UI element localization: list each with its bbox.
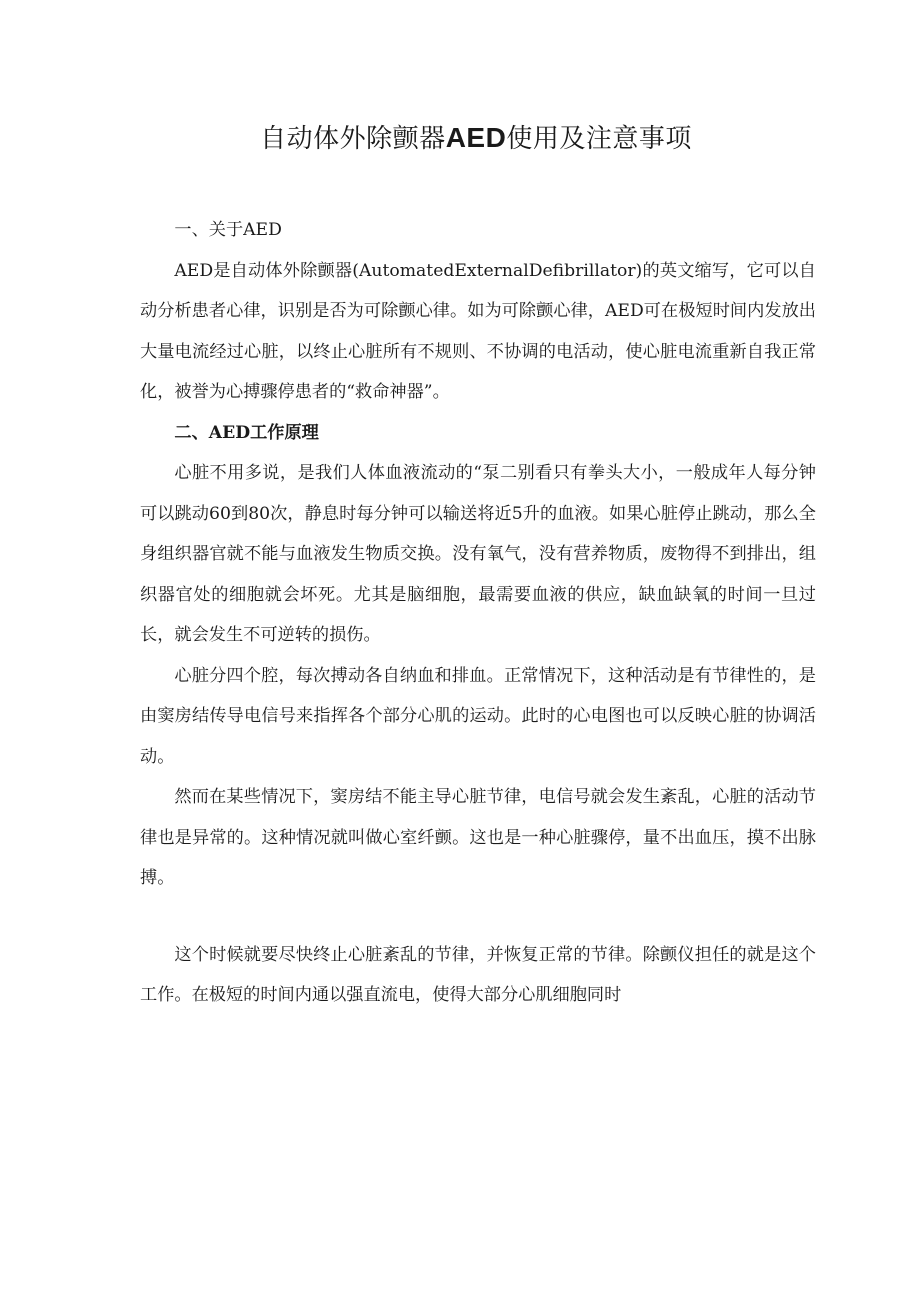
title-prefix: 自动体外除颤器 (260, 124, 446, 154)
paragraph-gap (140, 899, 816, 935)
section-2-paragraph-1: 心脏不用多说，是我们人体血液流动的“泵二别看只有拳头大小，一般成年人每分钟可以跳动60到80次，静息时每分钟可以输送将近5升的血液。如果心脏停止跳动，那么全身组织器官就不能与血液发生物质交换。没有氧气，没有营养物质，废物得不到排出，组织器官处的细胞就会坏死。尤其是脑细胞，最需要血液的供应，缺血缺氧的时间一旦过长，就会发生不可逆转的损伤。 (140, 463, 816, 645)
document-body (140, 210, 816, 1016)
section-2-paragraph-3: 然而在某些情况下，窦房结不能主导心脏节律，电信号就会发生紊乱，心脏的活动节律也是异常的。这种情况就叫做心室纤颤。这也是一种心脏骤停，量不出血压，摸不出脉搏。 (140, 787, 816, 888)
section-2-paragraph-2: 心脏分四个腔，每次搏动各自纳血和排血。正常情况下，这种活动是有节律性的，是由窦房结传导电信号来指挥各个部分心肌的运动。此时的心电图也可以反映心脏的协调活动。 (140, 665, 816, 767)
section-1-paragraph-1: AED是自动体外除颤器(AutomatedExternalDefibrillator)的英文缩写，它可以自动分析患者心律，识别是否为可除颤心律。如为可除颤心律，AED可在极短时间内发放出大量电流经过心脏，以终止心脏所有不规则、不协调的电活动，使心脏电流重新自我正常化，被誉为心搏骤停患者的“救命神器”。 (140, 260, 816, 402)
section-1-heading: 一、关于AED (174, 220, 282, 240)
section-2-paragraph-4: 这个时候就要尽快终止心脏紊乱的节律，并恢复正常的节律。除颤仪担任的就是这个工作。在极短的时间内通以强直流电，使得大部分心肌细胞同时 (140, 944, 816, 1005)
section-2-heading: 二、AED工作原理 (174, 422, 319, 443)
document-title (0, 118, 920, 155)
title-acronym: AED (445, 122, 507, 153)
title-suffix: 使用及注意事项 (506, 124, 692, 154)
